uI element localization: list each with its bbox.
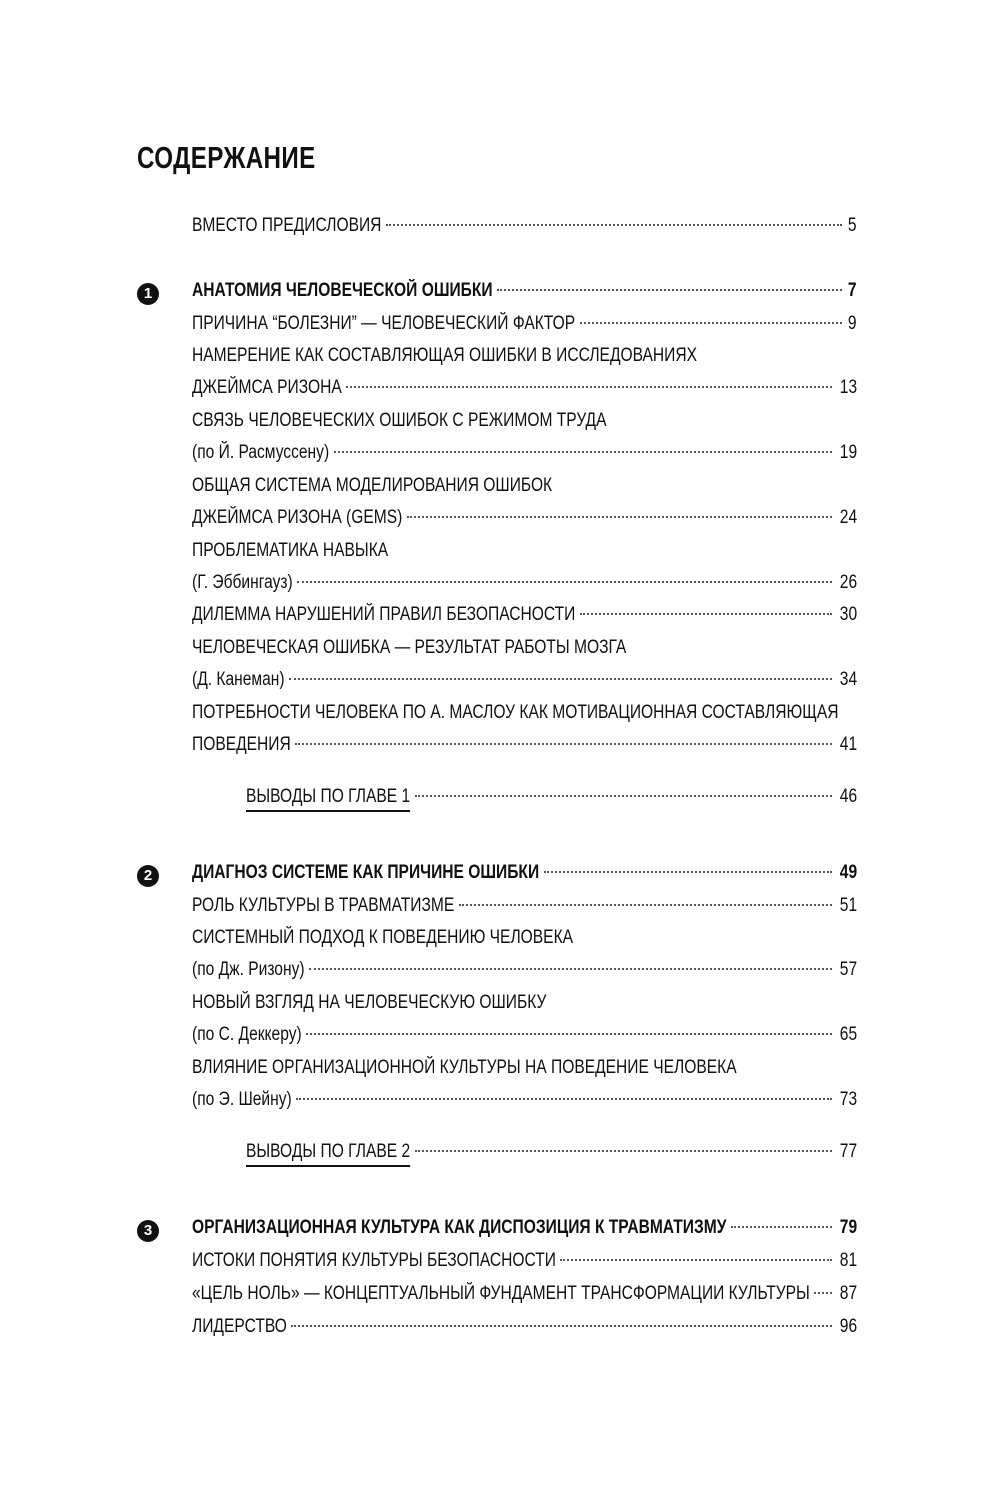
- leader-dots: [306, 1033, 832, 1035]
- leader-dots: [295, 743, 832, 745]
- leader-dots: [407, 516, 832, 518]
- toc-page-number: 24: [839, 507, 857, 528]
- toc-chapter-3-title[interactable]: [192, 1217, 857, 1243]
- toc-page-number: 73: [839, 1089, 857, 1110]
- toc-entry-label: ДИАГНОЗ СИСТЕМЕ КАК ПРИЧИНЕ ОШИБКИ: [192, 862, 540, 883]
- toc-entry[interactable]: [192, 927, 857, 987]
- page-title: СОДЕРЖАНИЕ: [137, 140, 316, 175]
- toc-entry-label: (по С. Деккеру): [192, 1024, 302, 1045]
- toc-entry-label: ПРИЧИНА “БОЛЕЗНИ” — ЧЕЛОВЕЧЕСКИЙ ФАКТОР: [192, 313, 576, 334]
- toc-entry-label: ОРГАНИЗАЦИОННАЯ КУЛЬТУРА КАК ДИСПОЗИЦИЯ К ТРАВМАТИЗМУ: [192, 1217, 727, 1238]
- toc-entry[interactable]: [192, 604, 857, 630]
- leader-dots: [334, 451, 832, 453]
- toc-entry-label-line1: ПРОБЛЕМАТИКА НАВЫКА: [192, 540, 389, 561]
- toc-entry-label-line1: СВЯЗЬ ЧЕЛОВЕЧЕСКИХ ОШИБОК С РЕЖИМОМ ТРУДА: [192, 410, 607, 431]
- leader-dots: [309, 968, 832, 970]
- toc-entry-intro[interactable]: [192, 215, 857, 241]
- toc-entry[interactable]: [192, 1250, 857, 1276]
- toc-entry-label-line1: ПОТРЕБНОСТИ ЧЕЛОВЕКА ПО А. МАСЛОУ КАК МОТИВАЦИОННАЯ СОСТАВЛЯЮЩАЯ: [192, 702, 839, 723]
- leader-dots: [459, 904, 832, 906]
- toc-entry-label: ВМЕСТО ПРЕДИСЛОВИЯ: [192, 215, 382, 236]
- leader-dots: [814, 1292, 832, 1294]
- toc-page-number: 34: [839, 669, 857, 690]
- toc-summary-chapter-2[interactable]: [246, 1141, 857, 1167]
- chapter-number-badge: 3: [137, 1220, 159, 1242]
- leader-dots: [731, 1226, 832, 1228]
- toc-entry[interactable]: [192, 1057, 857, 1117]
- toc-entry-label-line1: ВЛИЯНИЕ ОРГАНИЗАЦИОННОЙ КУЛЬТУРЫ НА ПОВЕДЕНИЕ ЧЕЛОВЕКА: [192, 1057, 737, 1078]
- toc-page-number: 57: [839, 959, 857, 980]
- toc-summary-label: ВЫВОДЫ ПО ГЛАВЕ 1: [246, 786, 411, 807]
- toc-summary-chapter-1[interactable]: [246, 786, 857, 812]
- leader-dots: [560, 1259, 832, 1261]
- toc-entry[interactable]: [192, 637, 857, 697]
- toc-page-number: 46: [839, 786, 857, 807]
- toc-entry-label-line1: НОВЫЙ ВЗГЛЯД НА ЧЕЛОВЕЧЕСКУЮ ОШИБКУ: [192, 992, 547, 1013]
- leader-dots: [580, 322, 842, 324]
- toc-entry[interactable]: [192, 410, 857, 470]
- toc-entry-label: (по Дж. Ризону): [192, 959, 305, 980]
- toc-page-number: 81: [839, 1250, 857, 1271]
- toc-entry-label: «ЦЕЛЬ НОЛЬ» — КОНЦЕПТУАЛЬНЫЙ ФУНДАМЕНТ ТРАНСФОРМАЦИИ КУЛЬТУРЫ: [192, 1283, 810, 1304]
- toc-page-number: 30: [839, 604, 857, 625]
- toc-entry[interactable]: [192, 895, 857, 921]
- toc-page-number: 77: [839, 1141, 857, 1162]
- toc-page-number: 26: [839, 572, 857, 593]
- toc-entry-label: ИСТОКИ ПОНЯТИЯ КУЛЬТУРЫ БЕЗОПАСНОСТИ: [192, 1250, 556, 1271]
- toc-entry[interactable]: [192, 475, 857, 535]
- toc-entry-label: РОЛЬ КУЛЬТУРЫ В ТРАВМАТИЗМЕ: [192, 895, 455, 916]
- toc-page-number: 9: [848, 313, 857, 334]
- leader-dots: [497, 289, 842, 291]
- toc-chapter-2-title[interactable]: [192, 862, 857, 888]
- chapter-number-badge: 2: [137, 865, 159, 887]
- toc-page-number: 87: [839, 1283, 857, 1304]
- toc-entry-label: ПОВЕДЕНИЯ: [192, 734, 291, 755]
- toc-page-number: 19: [839, 442, 857, 463]
- leader-dots: [296, 1098, 832, 1100]
- toc-entry[interactable]: [192, 1316, 857, 1342]
- leader-dots: [415, 1150, 832, 1152]
- toc-page-number: 65: [839, 1024, 857, 1045]
- leader-dots: [291, 1325, 832, 1327]
- toc-entry[interactable]: [192, 313, 857, 339]
- leader-dots: [289, 678, 832, 680]
- leader-dots: [544, 871, 832, 873]
- leader-dots: [386, 224, 842, 226]
- leader-dots: [346, 386, 832, 388]
- leader-dots: [415, 795, 832, 797]
- toc-page-number: 96: [839, 1316, 857, 1337]
- toc-entry-label: (по Э. Шейну): [192, 1089, 292, 1110]
- toc-entry-label: (Д. Канеман): [192, 669, 285, 690]
- toc-summary-label: ВЫВОДЫ ПО ГЛАВЕ 2: [246, 1141, 411, 1162]
- toc-entry[interactable]: [192, 345, 857, 405]
- chapter-number-badge: 1: [137, 283, 159, 305]
- toc-page-number: 7: [848, 280, 857, 301]
- toc-chapter-1-title[interactable]: [192, 280, 857, 306]
- toc-page-number: 51: [839, 895, 857, 916]
- toc-entry-label: (по Й. Расмуссену): [192, 442, 330, 463]
- toc-entry-label-line1: НАМЕРЕНИЕ КАК СОСТАВЛЯЮЩАЯ ОШИБКИ В ИССЛЕДОВАНИЯХ: [192, 345, 697, 366]
- toc-entry-label: (Г. Эббингауз): [192, 572, 293, 593]
- toc-entry-label: АНАТОМИЯ ЧЕЛОВЕЧЕСКОЙ ОШИБКИ: [192, 280, 493, 301]
- toc-entry-label: ДЖЕЙМСА РИЗОНА (GEMS): [192, 507, 403, 528]
- toc-entry[interactable]: [192, 1283, 857, 1309]
- leader-dots: [580, 613, 832, 615]
- toc-entry-label-line1: СИСТЕМНЫЙ ПОДХОД К ПОВЕДЕНИЮ ЧЕЛОВЕКА: [192, 927, 574, 948]
- toc-page-number: 49: [839, 862, 857, 883]
- toc-entry[interactable]: [192, 540, 857, 600]
- toc-entry-label: ДИЛЕММА НАРУШЕНИЙ ПРАВИЛ БЕЗОПАСНОСТИ: [192, 604, 576, 625]
- toc-page-number: 41: [839, 734, 857, 755]
- toc-entry-label: ДЖЕЙМСА РИЗОНА: [192, 377, 342, 398]
- toc-page-number: 5: [848, 215, 857, 236]
- toc-entry-label-line1: ЧЕЛОВЕЧЕСКАЯ ОШИБКА — РЕЗУЛЬТАТ РАБОТЫ МОЗГА: [192, 637, 627, 658]
- leader-dots: [297, 581, 832, 583]
- toc-page-number: 79: [839, 1217, 857, 1238]
- toc-page-number: 13: [839, 377, 857, 398]
- toc-entry-label: ЛИДЕРСТВО: [192, 1316, 287, 1337]
- toc-entry-label-line1: ОБЩАЯ СИСТЕМА МОДЕЛИРОВАНИЯ ОШИБОК: [192, 475, 553, 496]
- toc-entry[interactable]: [192, 702, 857, 762]
- toc-entry[interactable]: [192, 992, 857, 1052]
